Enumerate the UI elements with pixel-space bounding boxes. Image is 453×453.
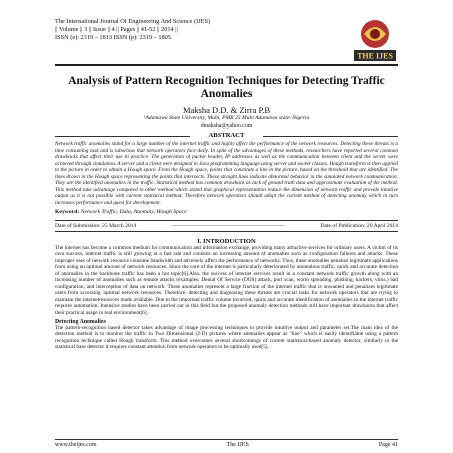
footer-page-number: Page 41	[378, 442, 398, 448]
subsection-heading-detecting-anomalies: Detecting Anomalies	[55, 318, 106, 325]
date-submission: Date of Submission: 25 March 2014	[55, 223, 137, 229]
paper-authors: Maksha D.D. & Zirra P.B	[182, 105, 271, 115]
abstract-heading-text: ABSTRACT	[208, 132, 245, 139]
author-affiliation: ¹Adamawa State University, Mubi, PMB 25 Mubi Adamawa state–Nigeria	[143, 115, 310, 121]
detecting-anomalies-paragraph: The pattern-recognition based detector takes advantage of image processing techniques to provide intuitive output and parameter set.The main idea of the detection method is to monitor the traffic in Two Dimensional (2-D) pictures where anomalies appear as "line" which is easily identifiable using a pattern recognition technique called Hough transform. This method overcomes several shortcomings of current statistical-based anomaly detector, similarly to the statistical base detector it requires constant attention from network operators to be optimally used[5].	[55, 324, 398, 351]
header-rule	[55, 64, 398, 66]
footer-journal: The IJES	[226, 442, 249, 448]
logo-text: THE IJES	[357, 51, 393, 61]
date-separator: ------------------------------------------------------------------------	[172, 223, 285, 229]
section-heading-introduction: I. INTRODUCTION	[197, 238, 256, 245]
journal-issn: ISSN (e): 2319 – 1813 ISSN (p): 2319 – 1805	[55, 34, 171, 42]
abstract-text: Network traffic anomalies stand for a large number of the internet traffic and highly affect the performance of the network resources. Detecting these threats is a time consuming task and is laborious that network operators face daily. In spite of the advantages of these methods, researchers have reported several common drawbacks that affect their use in practice. The generation of packet header, IP addresses as well as the communication between client and the server were achieved through simulation. A server and a client were designed in Java programming language using server and socket classes. Hough transform is then applied to the picture in order to obtain a Hough space. From the Hough space, points that constitute a line in the picture, based on the threshold that are identified. The lines drawn in the Hough space representing the points that intersects. These straight lines indicate abnormal behavior in the simulated network communication. They are the identified anomalies in the traffic. Statistical method has common drawback as lack of ground truth data and approximate evaluation of the method. This method take advantage compared to other method which stated that graphical representation reduce the dimension of network traffic and provide intuitive output as it is not possible with current statistical method. Therefore network operators should adopt the current method of detecting anomaly which in turn increases performance and quest for development.	[55, 141, 398, 206]
paper-title: Analysis of Pattern Recognition Techniques for Detecting Traffic Anomalies	[68, 75, 385, 100]
dates-bar	[55, 220, 398, 232]
paper-page	[55, 18, 398, 351]
introduction-paragraph: The internet has become a common medium for communication and information exchange, providing many attractive services for ordinary users. A victim of its own success, internet traffic is still growing at a fast rate and contains an increasing amount of anomalies such as configuration failures and attacks. These improper uses of network resource consume bandwidth and adversely affect the performance of networks. Thus, these anomalies penalize legitimate applications from using an optimal amount of network resources. Since the core of the internet is particularly deteriorated by anomalous traffic, quick and accurate detection of anomalies in the backbone traffic has been a hot topic[6].Also, the success of internet services result in a constant network traffic growth along with an increasing number of anomalies such as remote attacks (examples; Denial Of Service (DOS) attack, port scan, worm spreading, phishing, hackers, virus,) bad configuration, and interception of data on network. These anomalies represent a large fraction of the internet traffic that is unwanted and penalizes legitimate users from accessing 'optimal network resources. Therefore, detecting and diagnosing these threats are crucial tasks for network operators that are trying to maintain the internetresources made available. Due to the important traffic volume involved, quick and accurate identification of anomalies in the internet traffic requires automation. Intensive studies have been carried out in this field but the proposed anomaly detection methods still have important drawbacks that affect their practical usage in real environment[6].	[55, 245, 398, 316]
journal-volume: || Volume || 3 || Issue || 4 || Pages || 41-52 || 2014 ||	[55, 26, 178, 34]
keywords-label: Keyword:	[55, 209, 80, 215]
page-footer	[55, 439, 398, 448]
date-publication: Date of Publication: 20 April 2014	[320, 223, 398, 229]
abstract-heading	[55, 132, 398, 140]
keywords	[55, 209, 398, 215]
journal-name: The International Journal Of Engineering And Science (IJES)	[55, 18, 211, 25]
keywords-text: Network Traffic, Data, Anomaly, Hough Space	[80, 209, 187, 215]
journal-logo	[352, 18, 398, 62]
author-email: dmaksha@yahoo.com	[200, 123, 253, 129]
footer-website: www.theijes.com	[55, 442, 97, 448]
journal-header	[55, 18, 398, 73]
